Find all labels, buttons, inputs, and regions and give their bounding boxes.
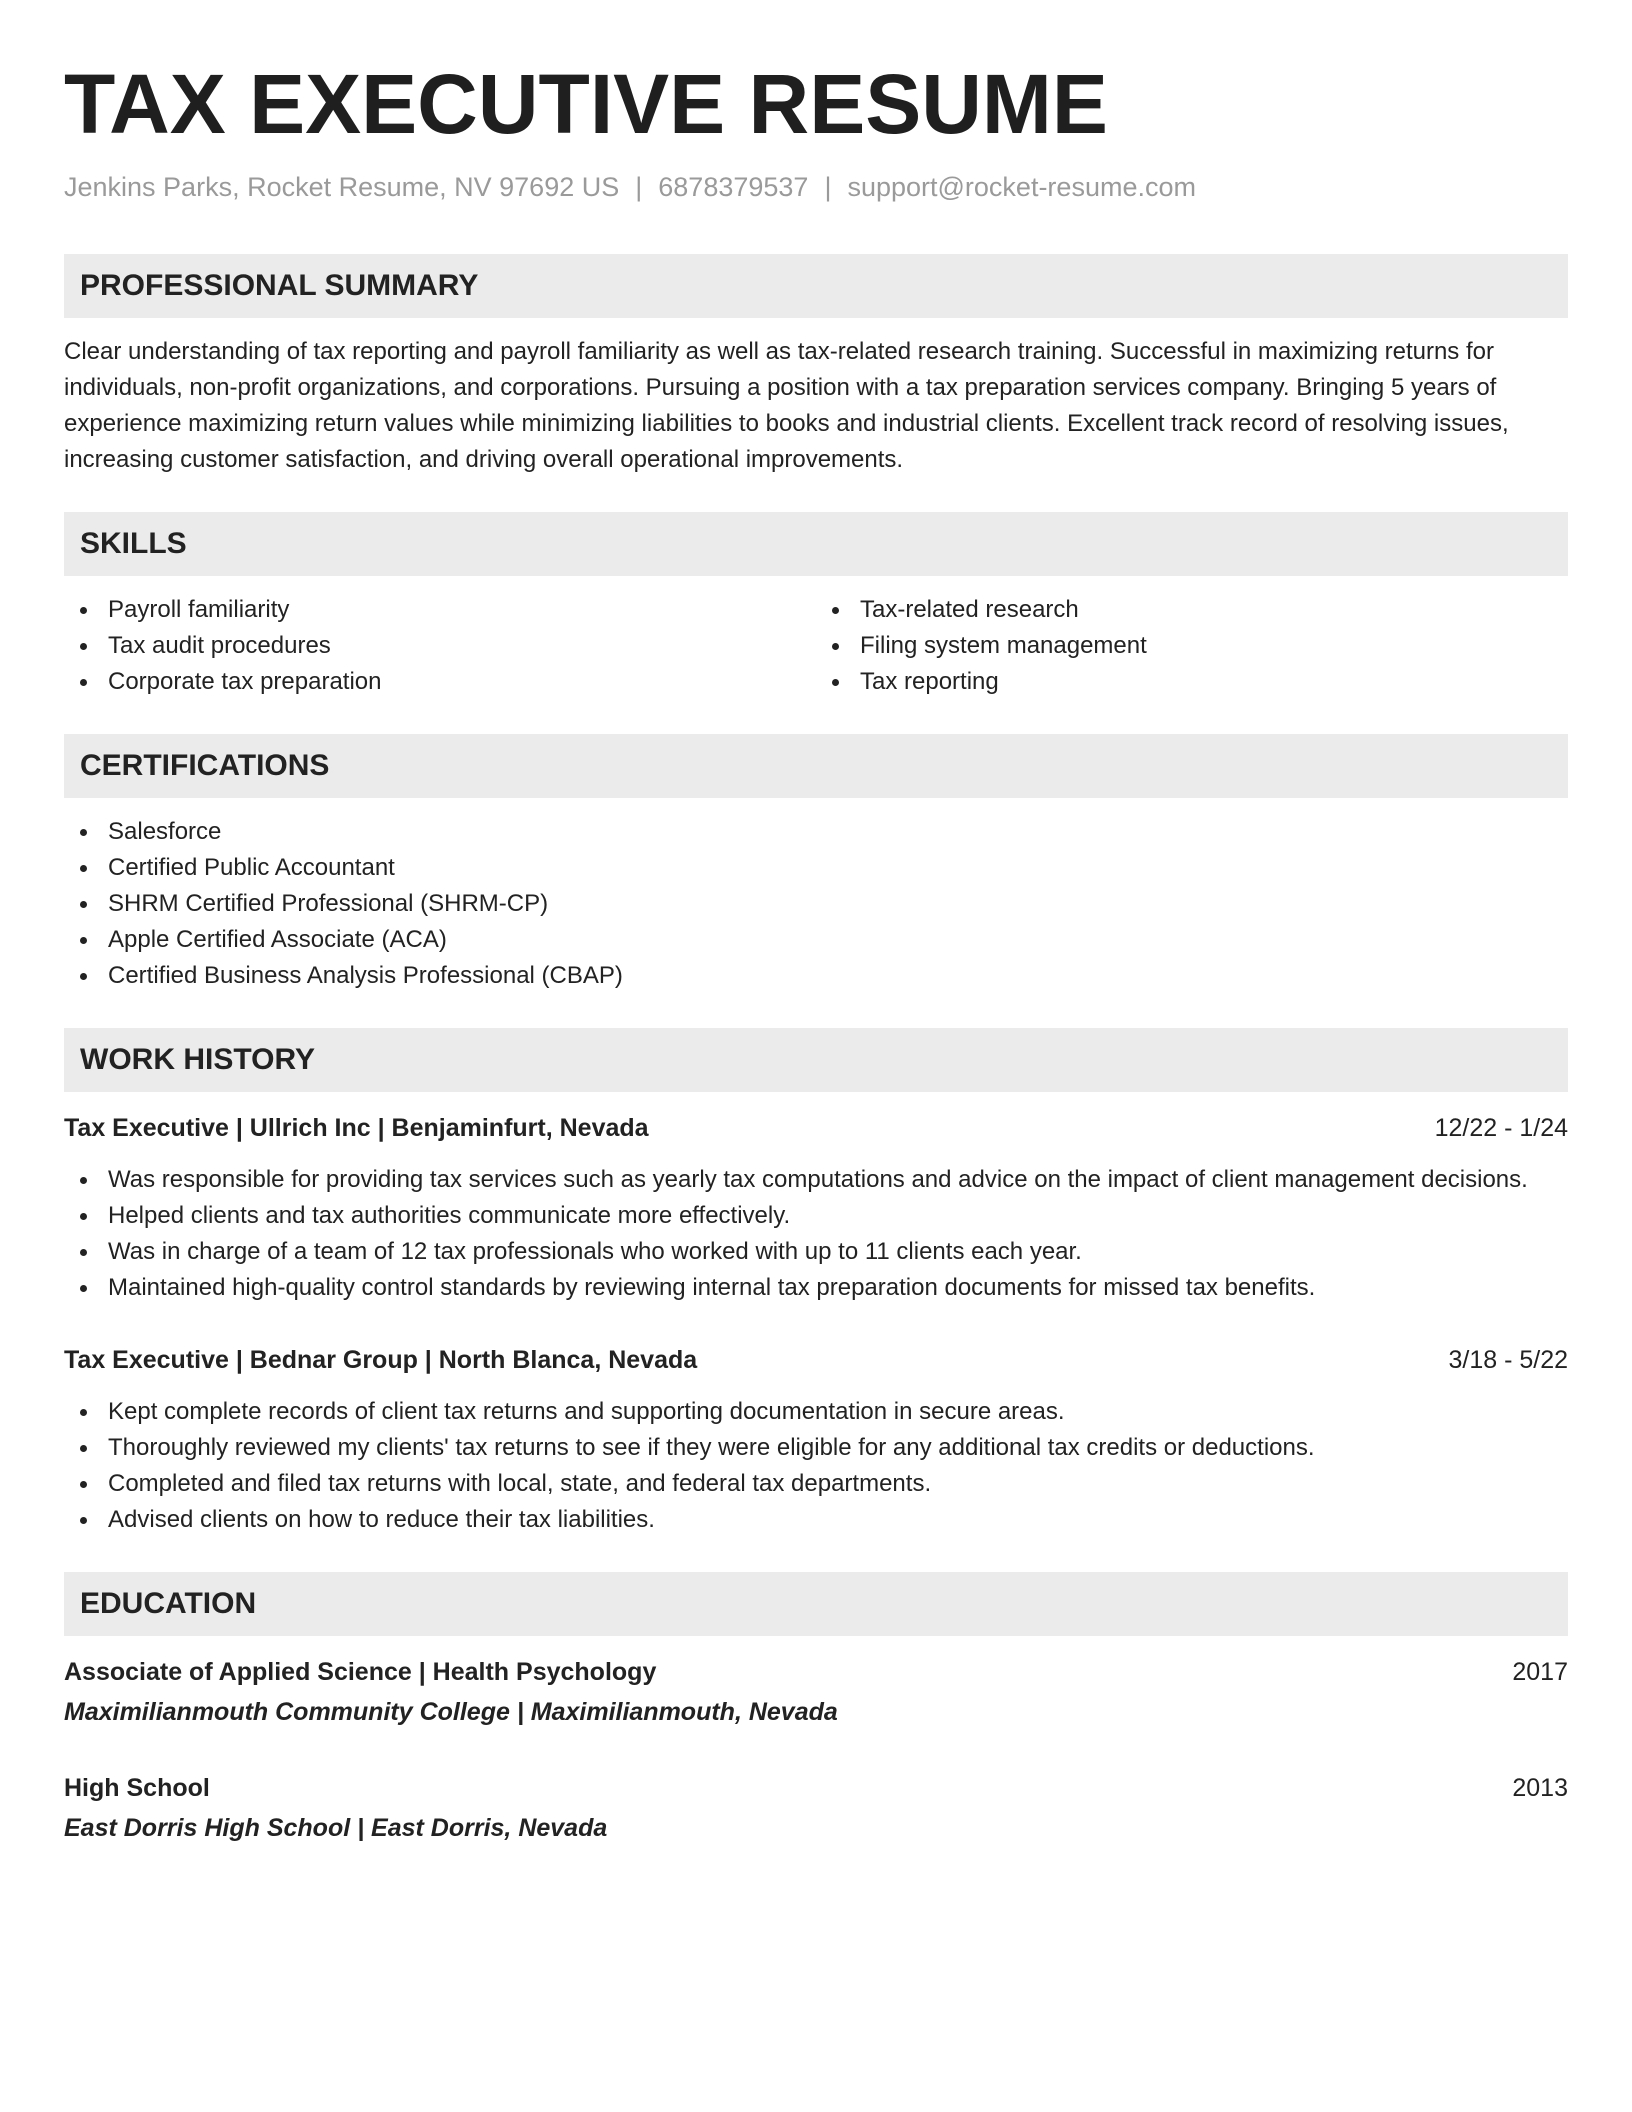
skills-list-right xyxy=(816,592,1568,700)
education-school: East Dorris High School | East Dorris, Nevada xyxy=(64,1814,608,1842)
skills-grid xyxy=(64,576,1568,700)
job-title: Tax Executive | Ullrich Inc | Benjaminfurt, Nevada xyxy=(64,1114,649,1142)
skill-item: Filing system management xyxy=(816,628,1568,664)
summary-text: Clear understanding of tax reporting and payroll familiarity as well as tax-related research training. Successful in maximizing returns for individuals, non-profit organizations, and corporations. Pursuing a position with a tax preparation services company. Bringing 5 years of experience maximizing return values while minimizing liabilities to books and industrial clients. Excellent track record of resolving issues, increasing customer satisfaction, and driving overall operational improvements. xyxy=(64,338,1509,473)
job-bullet: Kept complete records of client tax returns and supporting documentation in secure areas. xyxy=(64,1394,1568,1430)
job-title: Tax Executive | Bednar Group | North Blanca, Nevada xyxy=(64,1346,698,1374)
education-year: 2013 xyxy=(1512,1774,1568,1802)
job-bullet: Thoroughly reviewed my clients' tax returns to see if they were eligible for any additional tax credits or deductions. xyxy=(64,1430,1568,1466)
job-bullet: Helped clients and tax authorities communicate more effectively. xyxy=(64,1198,1568,1234)
education-header xyxy=(64,1770,1568,1806)
job-dates: 12/22 - 1/24 xyxy=(1434,1114,1568,1142)
job-entry xyxy=(64,1110,1568,1306)
education-degree: Associate of Applied Science | Health Psychology xyxy=(64,1658,657,1686)
skill-item: Tax-related research xyxy=(816,592,1568,628)
contact-address: Jenkins Parks, Rocket Resume, NV 97692 US xyxy=(64,172,620,202)
education-school: Maximilianmouth Community College | Maximilianmouth, Nevada xyxy=(64,1698,838,1726)
education-header xyxy=(64,1654,1568,1690)
contact-line xyxy=(64,170,1568,204)
certification-item: Salesforce xyxy=(64,814,1568,850)
job-bullet: Advised clients on how to reduce their tax liabilities. xyxy=(64,1502,1568,1538)
contact-separator: | xyxy=(635,172,643,202)
education-entry xyxy=(64,1770,1568,1846)
job-bullet: Was responsible for providing tax services such as yearly tax computations and advice on the impact of client management decisions. xyxy=(64,1162,1568,1198)
section-header-education: EDUCATION xyxy=(64,1572,1568,1636)
education-degree: High School xyxy=(64,1774,210,1802)
contact-phone: 6878379537 xyxy=(658,172,809,202)
section-header-skills: SKILLS xyxy=(64,512,1568,576)
skill-item: Corporate tax preparation xyxy=(64,664,816,700)
job-dates: 3/18 - 5/22 xyxy=(1448,1346,1568,1374)
section-header-work-history: WORK HISTORY xyxy=(64,1028,1568,1092)
certification-item: Certified Public Accountant xyxy=(64,850,1568,886)
section-header-summary: PROFESSIONAL SUMMARY xyxy=(64,254,1568,318)
job-bullet: Completed and filed tax returns with local, state, and federal tax departments. xyxy=(64,1466,1568,1502)
skill-item: Tax audit procedures xyxy=(64,628,816,664)
job-bullets xyxy=(64,1394,1568,1538)
certification-item: Certified Business Analysis Professional (CBAP) xyxy=(64,958,1568,994)
job-header xyxy=(64,1342,1568,1378)
resume-title: TAX EXECUTIVE RESUME xyxy=(64,57,1108,151)
contact-email: support@rocket-resume.com xyxy=(847,172,1196,202)
skills-list-left xyxy=(64,592,816,700)
job-header xyxy=(64,1110,1568,1146)
certification-item: SHRM Certified Professional (SHRM-CP) xyxy=(64,886,1568,922)
job-bullet: Maintained high-quality control standards by reviewing internal tax preparation documents for missed tax benefits. xyxy=(64,1270,1568,1306)
skill-item: Payroll familiarity xyxy=(64,592,816,628)
certification-item: Apple Certified Associate (ACA) xyxy=(64,922,1568,958)
job-bullet: Was in charge of a team of 12 tax professionals who worked with up to 11 clients each year. xyxy=(64,1234,1568,1270)
education-entry xyxy=(64,1654,1568,1730)
job-entry xyxy=(64,1342,1568,1538)
job-bullets xyxy=(64,1162,1568,1306)
contact-separator: | xyxy=(824,172,832,202)
certifications-list xyxy=(64,814,1568,994)
section-header-certifications: CERTIFICATIONS xyxy=(64,734,1568,798)
education-year: 2017 xyxy=(1512,1658,1568,1686)
skill-item: Tax reporting xyxy=(816,664,1568,700)
